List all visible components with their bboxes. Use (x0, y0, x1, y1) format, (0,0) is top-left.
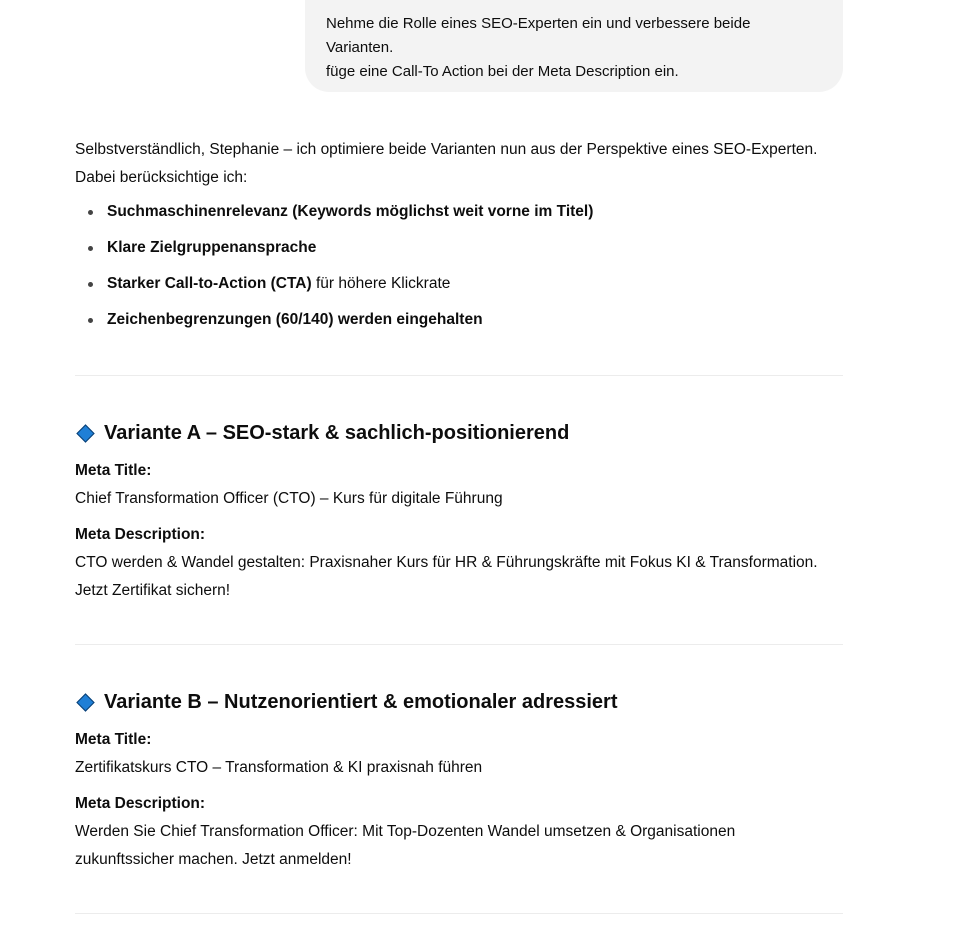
meta-description-label: Meta Description: (75, 795, 206, 812)
list-item-bold: Starker Call-to-Action (CTA) (107, 275, 312, 292)
assistant-response-intro (75, 136, 845, 342)
list-item (107, 234, 845, 270)
variant-heading (75, 419, 845, 447)
variant-heading (75, 688, 845, 716)
list-item (107, 306, 845, 342)
list-item-bold: Suchmaschinenrelevanz (Keywords möglichst weit vorne im Titel) (107, 203, 594, 220)
meta-description-value: zukunftssicher machen. Jetzt anmelden! (75, 851, 352, 868)
section-divider (75, 913, 843, 914)
variant-heading-text: Variante A – SEO-stark & sachlich-positionierend (104, 422, 570, 444)
section-divider (75, 375, 843, 376)
list-item (107, 270, 845, 306)
meta-title-label: Meta Title: (75, 462, 152, 479)
user-message-line: füge eine Call-To Action bei der Meta Description ein. (326, 63, 679, 80)
list-item-text: für höhere Klickrate (311, 275, 451, 292)
section-divider (75, 644, 843, 645)
intro-text: Selbstverständlich, Stephanie – ich optimiere beide Varianten nun aus der Perspektive eines SEO-Experten. (75, 141, 818, 158)
meta-title-value: Zertifikatskurs CTO – Transformation & KI praxisnah führen (75, 759, 483, 776)
meta-description-value: CTO werden & Wandel gestalten: Praxisnaher Kurs für HR & Führungskräfte mit Fokus KI & Transformation. (75, 554, 818, 571)
meta-title-value: Chief Transformation Officer (CTO) – Kurs für digitale Führung (75, 490, 503, 507)
meta-description-label: Meta Description: (75, 526, 206, 543)
user-message-line: Nehme die Rolle eines SEO-Experten ein und verbessere beide (326, 15, 751, 32)
intro-text: Dabei berücksichtige ich: (75, 169, 248, 186)
meta-description-value: Jetzt Zertifikat sichern! (75, 582, 231, 599)
list-item-bold: Klare Zielgruppenansprache (107, 239, 317, 256)
meta-title-label: Meta Title: (75, 731, 152, 748)
list-item-bold: Zeichenbegrenzungen (60/140) werden eingehalten (107, 311, 483, 328)
blue-diamond-icon (76, 424, 94, 442)
variant-b-section (75, 688, 845, 874)
variant-a-section (75, 419, 845, 605)
criteria-list (75, 198, 845, 342)
blue-diamond-icon (76, 693, 94, 711)
user-message-line: Varianten. (326, 39, 394, 56)
meta-description-value: Werden Sie Chief Transformation Officer: Mit Top-Dozenten Wandel umsetzen & Organisationen (75, 823, 736, 840)
list-item (107, 198, 845, 234)
user-message-bubble (305, 0, 843, 92)
variant-heading-text: Variante B – Nutzenorientiert & emotionaler adressiert (104, 691, 618, 713)
